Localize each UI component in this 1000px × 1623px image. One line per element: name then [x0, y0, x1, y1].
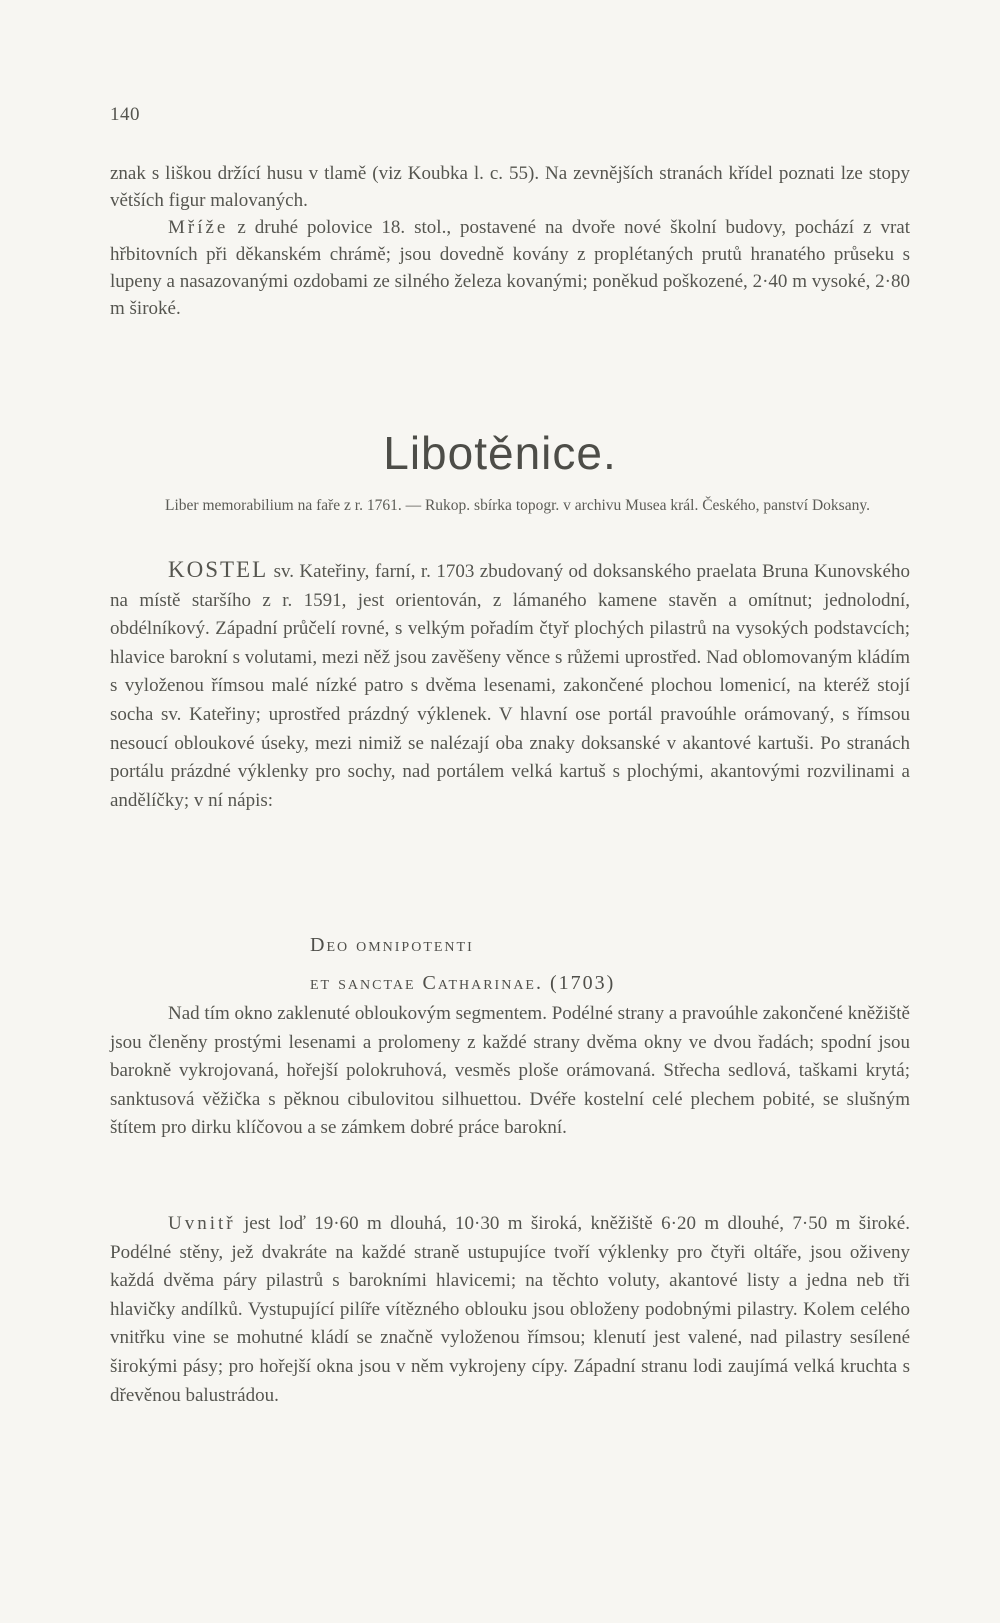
paragraph-intro-part-b: z druhé polovice 18. stol., postavené na dvoře nové školní budovy, pochází z vrat hřbitovních při děkanském chrámě; jsou dovedně kovány z proplétaných prutů hranatého průseku s lupeny a nasazovanými ozdobami ze silného železa kovanými; poněkud poškozené, 2·40 m vysoké, 2·80 m široké. — [110, 217, 910, 319]
section-heading: Libotěnice. — [383, 427, 617, 479]
source-note-text: Liber memorabilium na faře z r. 1761. — Rukop. sbírka topogr. v archivu Musea král. Českého, panství Doksany. — [165, 497, 870, 514]
inscription-line-2: et sanctae Catharinae. (1703) — [310, 972, 616, 994]
paragraph-church-text — [110, 556, 910, 815]
paragraph-exterior — [110, 1000, 910, 1143]
paragraph-intro-text — [110, 160, 910, 322]
paragraph-church — [110, 556, 910, 815]
source-note — [110, 495, 910, 517]
inscription-line-1: Deo omnipotenti — [310, 934, 474, 956]
paragraph-intro — [110, 160, 910, 322]
paragraph-church-body: sv. Kateřiny, farní, r. 1703 zbudovaný od doksanského praelata Bruna Kunovského na místě staršího z r. 1591, jest orientován, z lámaného kamene stavěn a omítnut; jednolodní, obdélníkový. Západní průčelí rovné, s velkým pořadím čtyř plochých pilastrů na vysokých podstavcích; hlavice barokní s volutami, mezi něž jsou zavěšeny věnce s růžemi uprostřed. Nad oblomovaným kládím s vyloženou římsou malé nízké patro s dvěma lesenami, zakončené plochou lomenicí, na kteréž stojí socha sv. Kateřiny; uprostřed prázdný výklenek. V hlavní ose portál pravoúhle orámovaný, s římsou nesoucí obloukové úseky, mezi nimiž se nalézají oba znaky doksanské v akantové kartuši. Po stranách portálu prázdné výklenky pro sochy, nad portálem velká kartuš s plochými, akantovými rozvilinami a andělíčky; v ní nápis: — [110, 561, 910, 811]
paragraph-exterior-text: Nad tím okno zaklenuté obloukovým segmentem. Podélné strany a pravoúhle zakončené kněžiště jsou členěny prostými lesenami a prolomeny z každé strany dvěma okny ve dvou řadách; spodní jsou barokně vykrojovaná, hořejší polokruhová, vesměs ploše orámovaná. Střecha sedlová, taškami krytá; sanktusová věžička s pěknou cibulovitou silhuettou. Dvéře kostelní celé plechem pobité, se slušným štítem pro dirku klíčovou a se zámkem dobré práce barokní. — [110, 1003, 910, 1139]
paragraph-intro-part-a: znak s liškou držící husu v tlamě (viz Koubka l. c. 55). Na zevnějších stranách křídel poznati lze stopy větších figur malovaných. — [110, 163, 910, 211]
lead-word-uvnitr: Uvnitř — [168, 1213, 236, 1234]
paragraph-interior-body: jest loď 19·60 m dlouhá, 10·30 m široká, kněžiště 6·20 m dlouhé, 7·50 m široké. Podélné stěny, jež dvakráte na každé straně ustupujíce tvoří výklenky pro čtyři oltáře, jsou oživeny každá dvěma páry pilastrů s barokními hlavicemi; na těchto voluty, akantové listy a jedna neb tři hlavičky andílků. Vystupující pilíře vítězného oblouku jsou obloženy podobnými pilastry. Kolem celého vnitřku vine se mohutné kládí se značně vyloženou římsou; klenutí jest valené, nad pilastry sesílené širokými pásy; pro hořejší okna jsou v něm vykrojeny cípy. Západní stranu lodi zaujímá velká kruchta s dřevěnou balustrádou. — [110, 1213, 910, 1406]
paragraph-interior — [110, 1210, 910, 1410]
page-number: 140 — [110, 104, 140, 125]
lead-word-mrize: Mříže — [168, 217, 229, 238]
lead-word-kostel: KOSTEL — [168, 557, 269, 582]
paragraph-interior-text — [110, 1210, 910, 1410]
